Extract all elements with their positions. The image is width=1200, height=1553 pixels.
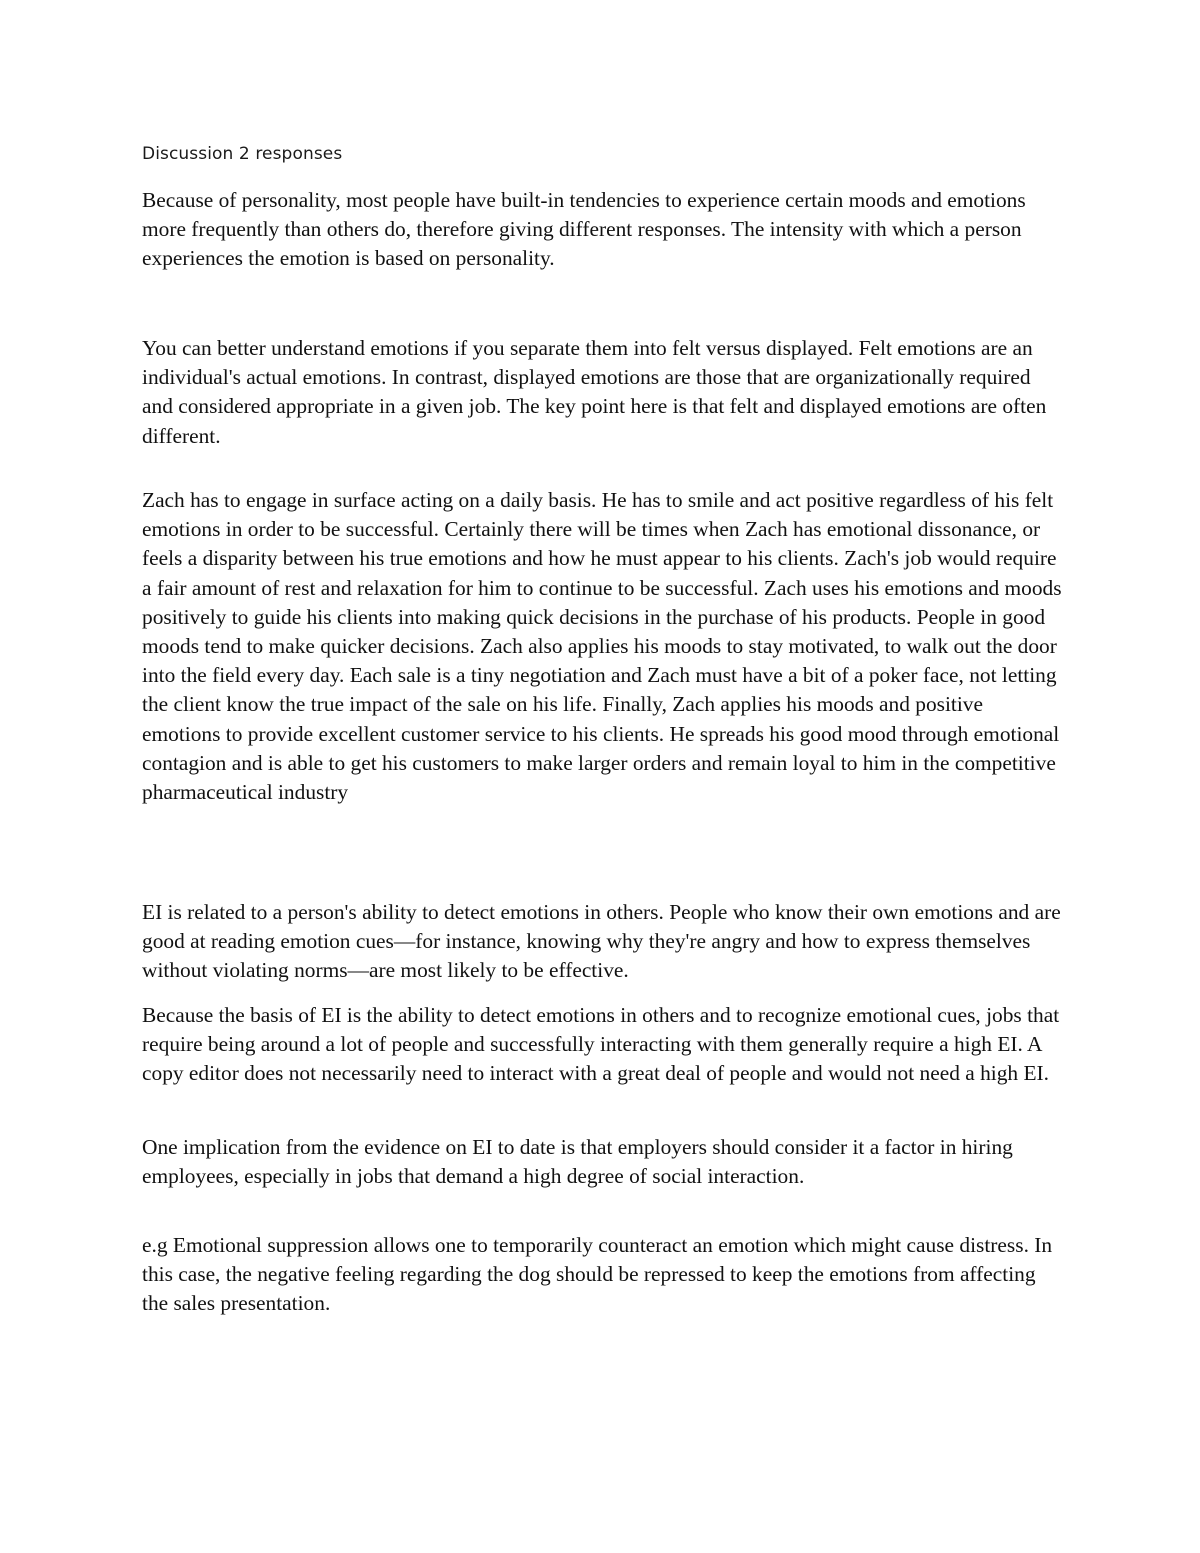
paragraph-ei-hiring: One implication from the evidence on EI to date is that employers should consider it a factor in hiring employees, especially in jobs that demand a high degree of social interaction. — [142, 1135, 1013, 1189]
paragraph-felt-vs-displayed: You can better understand emotions if you separate them into felt versus displayed. Felt emotions are an individual's actual emotions. In contrast, displayed emotions are those that are organizationally required and considered appropriate in a given job. The key point here is that felt and displayed emotions are often different. — [142, 336, 1047, 448]
paragraph-zach-surface-acting: Zach has to engage in surface acting on a daily basis. He has to smile and act positive regardless of his felt emotions in order to be successful. Certainly there will be times when Zach has emotional dissonance, or feels a disparity between his true emotions and how he must appear to his clients. Zach's job would require a fair amount of rest and relaxation for him to continue to be successful. Zach uses his emotions and moods positively to guide his clients into making quick decisions in the purchase of his products. People in good moods tend to make quicker decisions. Zach also applies his moods to stay motivated, to walk out the door into the field every day. Each sale is a tiny negotiation and Zach must have a bit of a poker face, not letting the client know the true impact of the sale on his life. Finally, Zach applies his moods and positive emotions to provide excellent customer service to his clients. He spreads his good mood through emotional contagion and is able to get his customers to make larger orders and remain loyal to him in the competitive pharmaceutical industry — [142, 488, 1062, 805]
paragraph-personality: Because of personality, most people have built-in tendencies to experience certain moods and emotions more frequently than others do, therefore giving different responses. The intensity with which a person experiences the emotion is based on personality. — [142, 188, 1026, 271]
paragraph-ei-definition: EI is related to a person's ability to detect emotions in others. People who know their own emotions and are good at reading emotion cues—for instance, knowing why they're angry and how to express themselves without violating norms—are most likely to be effective. — [142, 900, 1061, 983]
paragraph-ei-jobs: Because the basis of EI is the ability to detect emotions in others and to recognize emotional cues, jobs that require being around a lot of people and successfully interacting with them generally require a high EI. A copy editor does not necessarily need to interact with a great deal of people and would not need a high EI. — [142, 1003, 1060, 1086]
document-title: Discussion 2 responses — [142, 144, 343, 164]
paragraph-emotional-suppression: e.g Emotional suppression allows one to temporarily counteract an emotion which might cause distress. In this case, the negative feeling regarding the dog should be repressed to keep the emotions from affecting the sales presentation. — [142, 1233, 1053, 1316]
